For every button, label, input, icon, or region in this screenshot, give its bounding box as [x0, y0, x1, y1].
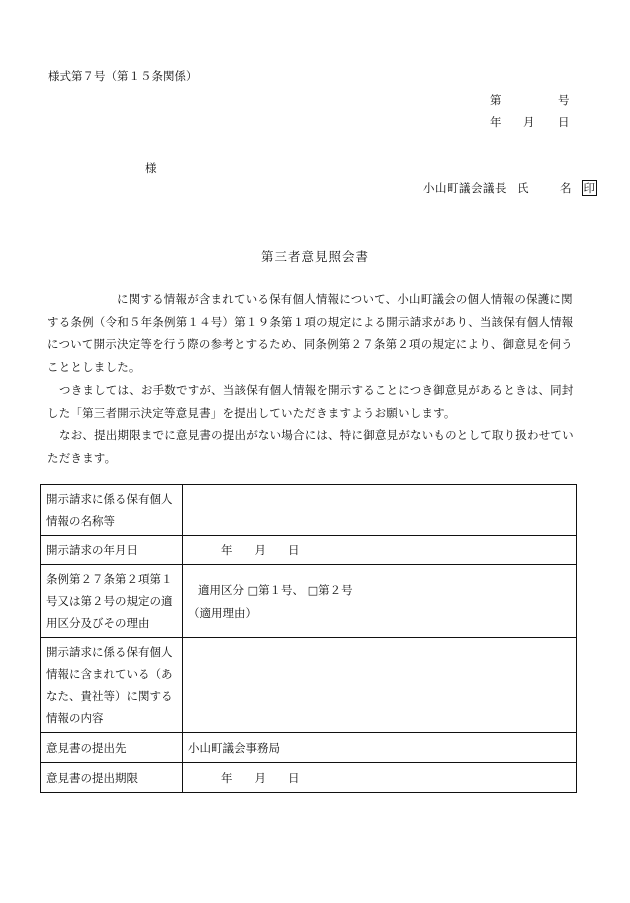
option-item1-label: 第１号、 [258, 582, 305, 597]
document-title: 第三者意見照会書 [260, 249, 369, 264]
body-text [47, 288, 582, 470]
table-row [41, 638, 577, 733]
table-row [41, 536, 577, 565]
addressee-honorific: 様 [145, 161, 157, 175]
option-item2-label: 第２号 [318, 582, 353, 597]
table-row [41, 763, 577, 793]
issue-date-year: 年 [490, 115, 502, 129]
form-number: 様式第７号（第１５条関係） [48, 69, 198, 83]
document-number-suffix: 号 [558, 93, 570, 107]
issue-date-month: 月 [523, 115, 535, 129]
checkbox-item2[interactable]: □ [307, 583, 319, 597]
submission-destination-label: 意見書の提出先 [41, 733, 183, 763]
requested-info-name-label: 開示請求に係る保有個人情報の名称等 [41, 485, 183, 536]
body-paragraph-3: なお、提出期限までに意見書の提出がない場合には、特に御意見がないものとして取り扱わせていただきます。 [47, 428, 574, 465]
request-date-label: 開示請求の年月日 [41, 536, 183, 565]
info-table [40, 484, 577, 793]
table-row [41, 485, 577, 536]
request-date-year: 年 [221, 543, 233, 557]
deadline-day: 日 [288, 770, 300, 785]
issue-date-day: 日 [558, 115, 570, 129]
submission-deadline-label: 意見書の提出期限 [41, 763, 183, 793]
apply-reason-label: （適用理由） [188, 605, 257, 620]
seal-mark: 印 [583, 181, 595, 195]
request-date-field[interactable] [183, 536, 577, 565]
sender-name-label: 氏 名 [517, 181, 582, 195]
submission-destination-value: 小山町議会事務局 [183, 733, 577, 763]
related-info-content-field[interactable] [183, 638, 577, 733]
applicable-category-label: 条例第２７条第２項第１号又は第２号の規定の適用区分及びその理由 [41, 565, 183, 638]
table-row [41, 733, 577, 763]
sender-title: 小山町議会議長 [423, 181, 507, 195]
document-number-label: 第 [490, 93, 502, 107]
table-row [41, 565, 577, 638]
request-date-month: 月 [254, 543, 266, 557]
body-paragraph-2: つきましては、お手数ですが、当該保有個人情報を開示することにつき御意見があるときは、同封した「第三者開示決定等意見書」を提出していただきますようお願いします。 [47, 382, 574, 420]
deadline-year: 年 [221, 770, 233, 785]
submission-deadline-field[interactable] [183, 763, 577, 793]
requested-info-name-field[interactable] [183, 485, 577, 536]
related-info-content-label: 開示請求に係る保有個人情報に含まれている（あなた、貴社等）に関する情報の内容 [41, 638, 183, 733]
body-paragraph-1: に関する情報が含まれている保有個人情報について、小山町議会の個人情報の保護に関する条例（令和５年条例第１４号）第１９条第１項の規定による開示請求があり、当該保有個人情報について開示決定等を行う際の参考とするため、同条例第２７条第２項の規定により、御意見を伺うこととしました。 [47, 292, 574, 375]
request-date-day: 日 [288, 543, 300, 557]
deadline-month: 月 [254, 770, 266, 785]
checkbox-item1[interactable]: □ [247, 583, 259, 597]
applicable-category-field [183, 565, 577, 638]
apply-category-label: 適用区分 [198, 582, 244, 597]
sender-block [423, 180, 597, 196]
